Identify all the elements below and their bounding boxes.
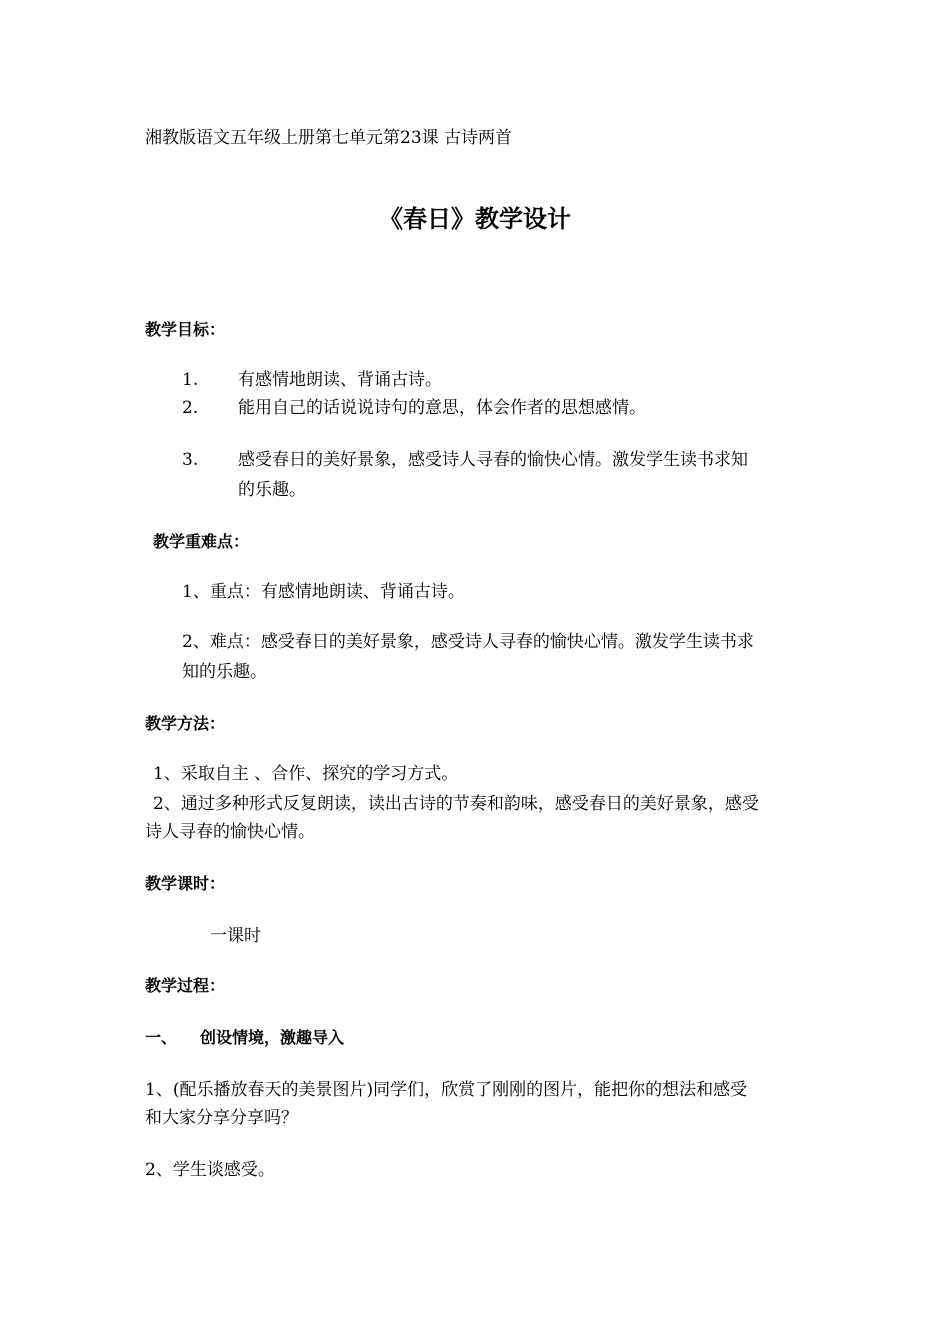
objective-item-3: [182, 446, 748, 474]
key-points-heading: 教学重难点：: [153, 532, 250, 551]
objective-number: 1.: [182, 370, 199, 390]
objective-number: 3.: [182, 450, 199, 470]
period-heading: 教学课时：: [145, 874, 226, 893]
objective-text: 有感情地朗读、背诵古诗。: [238, 370, 442, 390]
document-title: 《春日》教学设计: [379, 205, 571, 233]
key-point-2-continued: 知的乐趣。: [182, 662, 267, 682]
key-point-2: 2、难点：感受春日的美好景象，感受诗人寻春的愉快心情。激发学生读书求: [182, 632, 754, 652]
method-2-continued: 诗人寻春的愉快心情。: [145, 822, 315, 842]
key-point-1: 1、重点：有感情地朗读、背诵古诗。: [182, 582, 465, 602]
process-step-1-continued: 和大家分享分享吗？: [145, 1108, 298, 1128]
method-1: 1、采取自主 、合作、探究的学习方式。: [153, 764, 459, 784]
process-heading: 教学过程：: [145, 976, 226, 995]
methods-heading: 教学方法：: [145, 714, 226, 733]
course-line: 湘教版语文五年级上册第七单元第23课 古诗两首: [145, 128, 513, 148]
period-value: 一课时: [210, 926, 261, 946]
objective-text: 感受春日的美好景象，感受诗人寻春的愉快心情。激发学生读书求知: [238, 450, 748, 470]
process-step-2: 2、学生谈感受。: [145, 1160, 275, 1180]
method-2: 2、通过多种形式反复朗读，读出古诗的节奏和韵味，感受春日的美好景象，感受: [153, 794, 759, 814]
process-section-1: [145, 1024, 344, 1052]
section-title: 创设情境，激趣导入: [200, 1028, 345, 1047]
objective-text: 能用自己的话说说诗句的意思，体会作者的思想感情。: [238, 398, 646, 418]
process-step-1: 1、(配乐播放春天的美景图片)同学们，欣赏了刚刚的图片，能把你的想法和感受: [145, 1080, 748, 1100]
objective-text-continued: 的乐趣。: [238, 480, 306, 500]
objectives-heading: 教学目标：: [145, 320, 226, 339]
objective-number: 2.: [182, 398, 199, 418]
objective-item-2: [182, 394, 646, 422]
section-number: 一、: [145, 1028, 178, 1047]
objective-item-1: [182, 366, 442, 394]
